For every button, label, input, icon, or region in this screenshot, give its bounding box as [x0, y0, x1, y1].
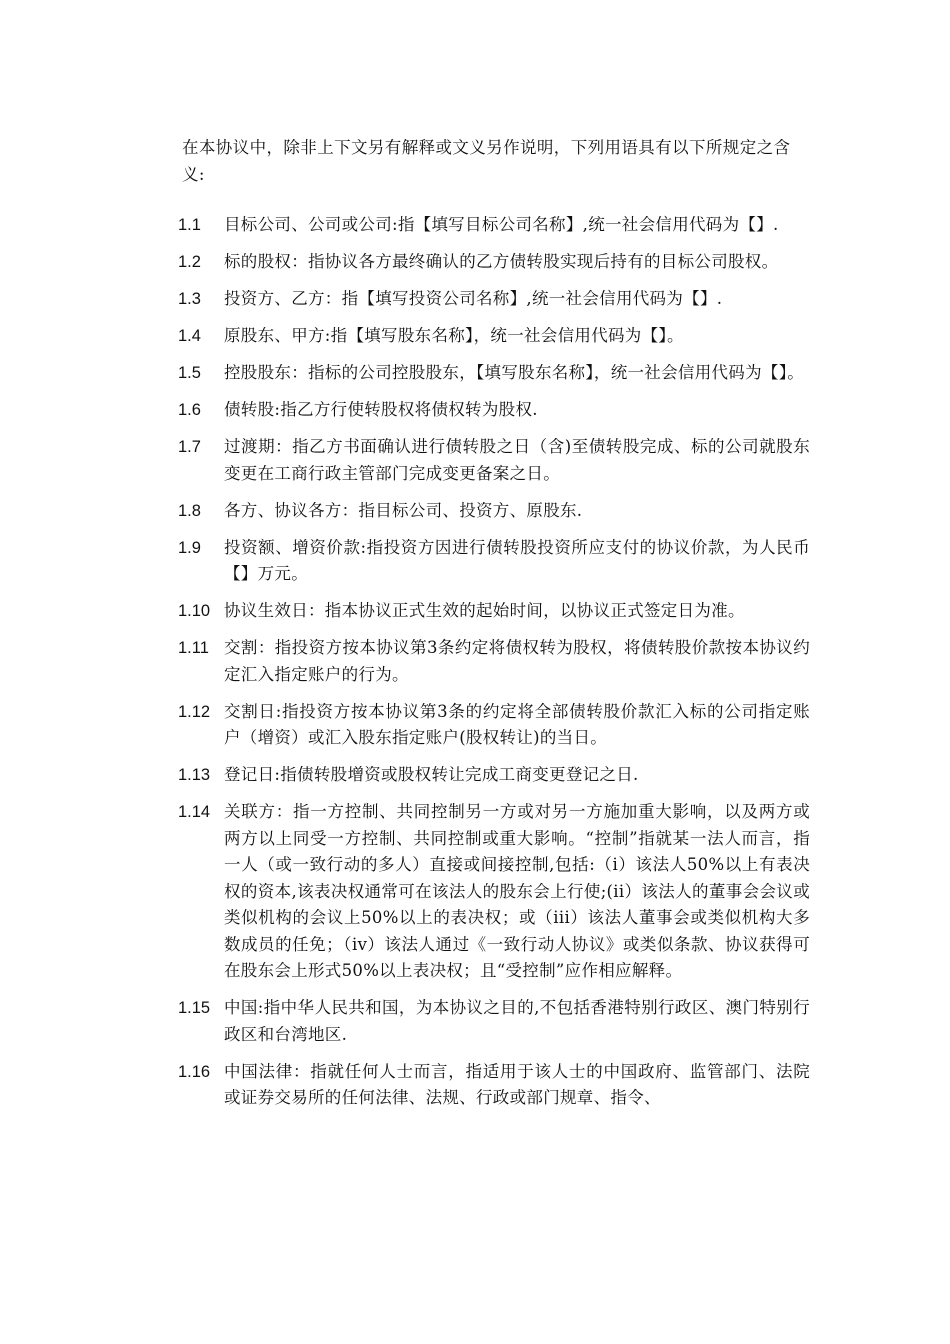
definition-text: 各方、协议各方：指目标公司、投资方、原股东. — [224, 500, 583, 520]
definition-number: 1.10 — [178, 602, 211, 620]
definition-item — [178, 762, 810, 789]
definition-text: 控股股东：指标的公司控股股东，【填写股东名称】，统一社会信用代码为【】。 — [224, 363, 805, 382]
definition-item — [178, 498, 810, 525]
definition-item — [178, 535, 810, 588]
definition-number: 1.16 — [178, 1062, 211, 1081]
definition-number: 1.9 — [178, 538, 201, 557]
intro-paragraph: 在本协议中，除非上下文另有解释或文义另作说明，下列用语具有以下所规定之含义: — [182, 137, 791, 184]
definition-item — [178, 397, 810, 424]
definition-number: 1.1 — [178, 216, 201, 234]
definition-number: 1.14 — [178, 803, 211, 821]
definition-number: 1.7 — [178, 438, 201, 456]
definition-number: 1.6 — [178, 401, 201, 419]
definition-text: 原股东、甲方:指【填写股东名称】，统一社会信用代码为【】。 — [224, 326, 684, 345]
definition-number: 1.5 — [178, 364, 201, 382]
definition-text: 目标公司、公司或公司:指【填写目标公司名称】,统一社会信用代码为【】. — [224, 215, 779, 234]
definition-number: 1.15 — [178, 999, 211, 1017]
definition-item — [178, 598, 810, 625]
definition-item — [178, 635, 810, 688]
definition-text: 协议生效日：指本协议正式生效的起始时间，以协议正式签定日为准。 — [224, 601, 745, 620]
definition-text: 中国:指中华人民共和国，为本协议之目的,不包括香港特别行政区、澳门特别行政区和台湾地区. — [224, 998, 810, 1044]
definition-item — [178, 212, 810, 239]
definition-text: 交割日:指投资方按本协议第3条的约定将全部债转股价款汇入标的公司指定账户（增资）或汇入股东指定账户(股权转让)的当日。 — [224, 701, 810, 747]
definition-text: 关联方：指一方控制、共同控制另一方或对另一方施加重大影响，以及两方或两方以上同受一方控制、共同控制或重大影响。“控制”指就某一法人而言，指一人（或一致行动的多人）直接或间接控制,包括:（i）该法人50%以上有表决权的资本,该表决权通常可在该法人的股东会上行使;(ii）该法人的董事会会议或类似机构的会议上50%以上的表决权；或（iii）该法人董事会或类似机构大多数成员的任免；（iv）该法人通过《一致行动人协议》或类似条款、协议获得可在股东会上形式50%以上表决权；且“受控制”应作相应解释。 — [224, 802, 810, 980]
definition-text: 投资额、增资价款:指投资方因进行债转股投资所应支付的协议价款，为人民币【】万元。 — [224, 537, 810, 583]
definition-text: 登记日:指债转股增资或股权转让完成工商变更登记之日. — [224, 765, 639, 784]
definition-item — [178, 1059, 810, 1112]
definition-number: 1.2 — [178, 253, 201, 271]
definition-item — [178, 323, 810, 350]
definition-item — [178, 286, 810, 313]
definition-number: 1.8 — [178, 501, 201, 520]
definition-text: 投资方、乙方：指【填写投资公司名称】,统一社会信用代码为【】. — [224, 289, 723, 308]
definitions-list — [178, 212, 810, 1122]
definition-text: 债转股:指乙方行使转股权将债权转为股权. — [224, 400, 538, 419]
definition-item — [178, 699, 810, 752]
definition-text: 中国法律：指就任何人士而言，指适用于该人士的中国政府、监管部门、法院或证券交易所的任何法律、法规、行政或部门规章、指令、 — [224, 1061, 810, 1107]
definition-item — [178, 799, 810, 985]
definition-number: 1.11 — [178, 639, 209, 657]
definition-item — [178, 360, 810, 387]
definition-item — [178, 434, 810, 487]
definition-text: 过渡期：指乙方书面确认进行债转股之日（含)至债转股完成、标的公司就股东变更在工商行政主管部门完成变更备案之日。 — [224, 437, 810, 483]
definition-number: 1.13 — [178, 766, 211, 784]
definition-number: 1.12 — [178, 702, 211, 721]
definition-text: 标的股权：指协议各方最终确认的乙方债转股实现后持有的目标公司股权。 — [224, 252, 779, 271]
definition-number: 1.3 — [178, 290, 201, 308]
definition-number: 1.4 — [178, 327, 201, 345]
definition-item — [178, 995, 810, 1048]
definition-text: 交割：指投资方按本协议第3条约定将债权转为股权，将债转股价款按本协议约定汇入指定账户的行为。 — [224, 638, 810, 684]
definition-item — [178, 249, 810, 276]
